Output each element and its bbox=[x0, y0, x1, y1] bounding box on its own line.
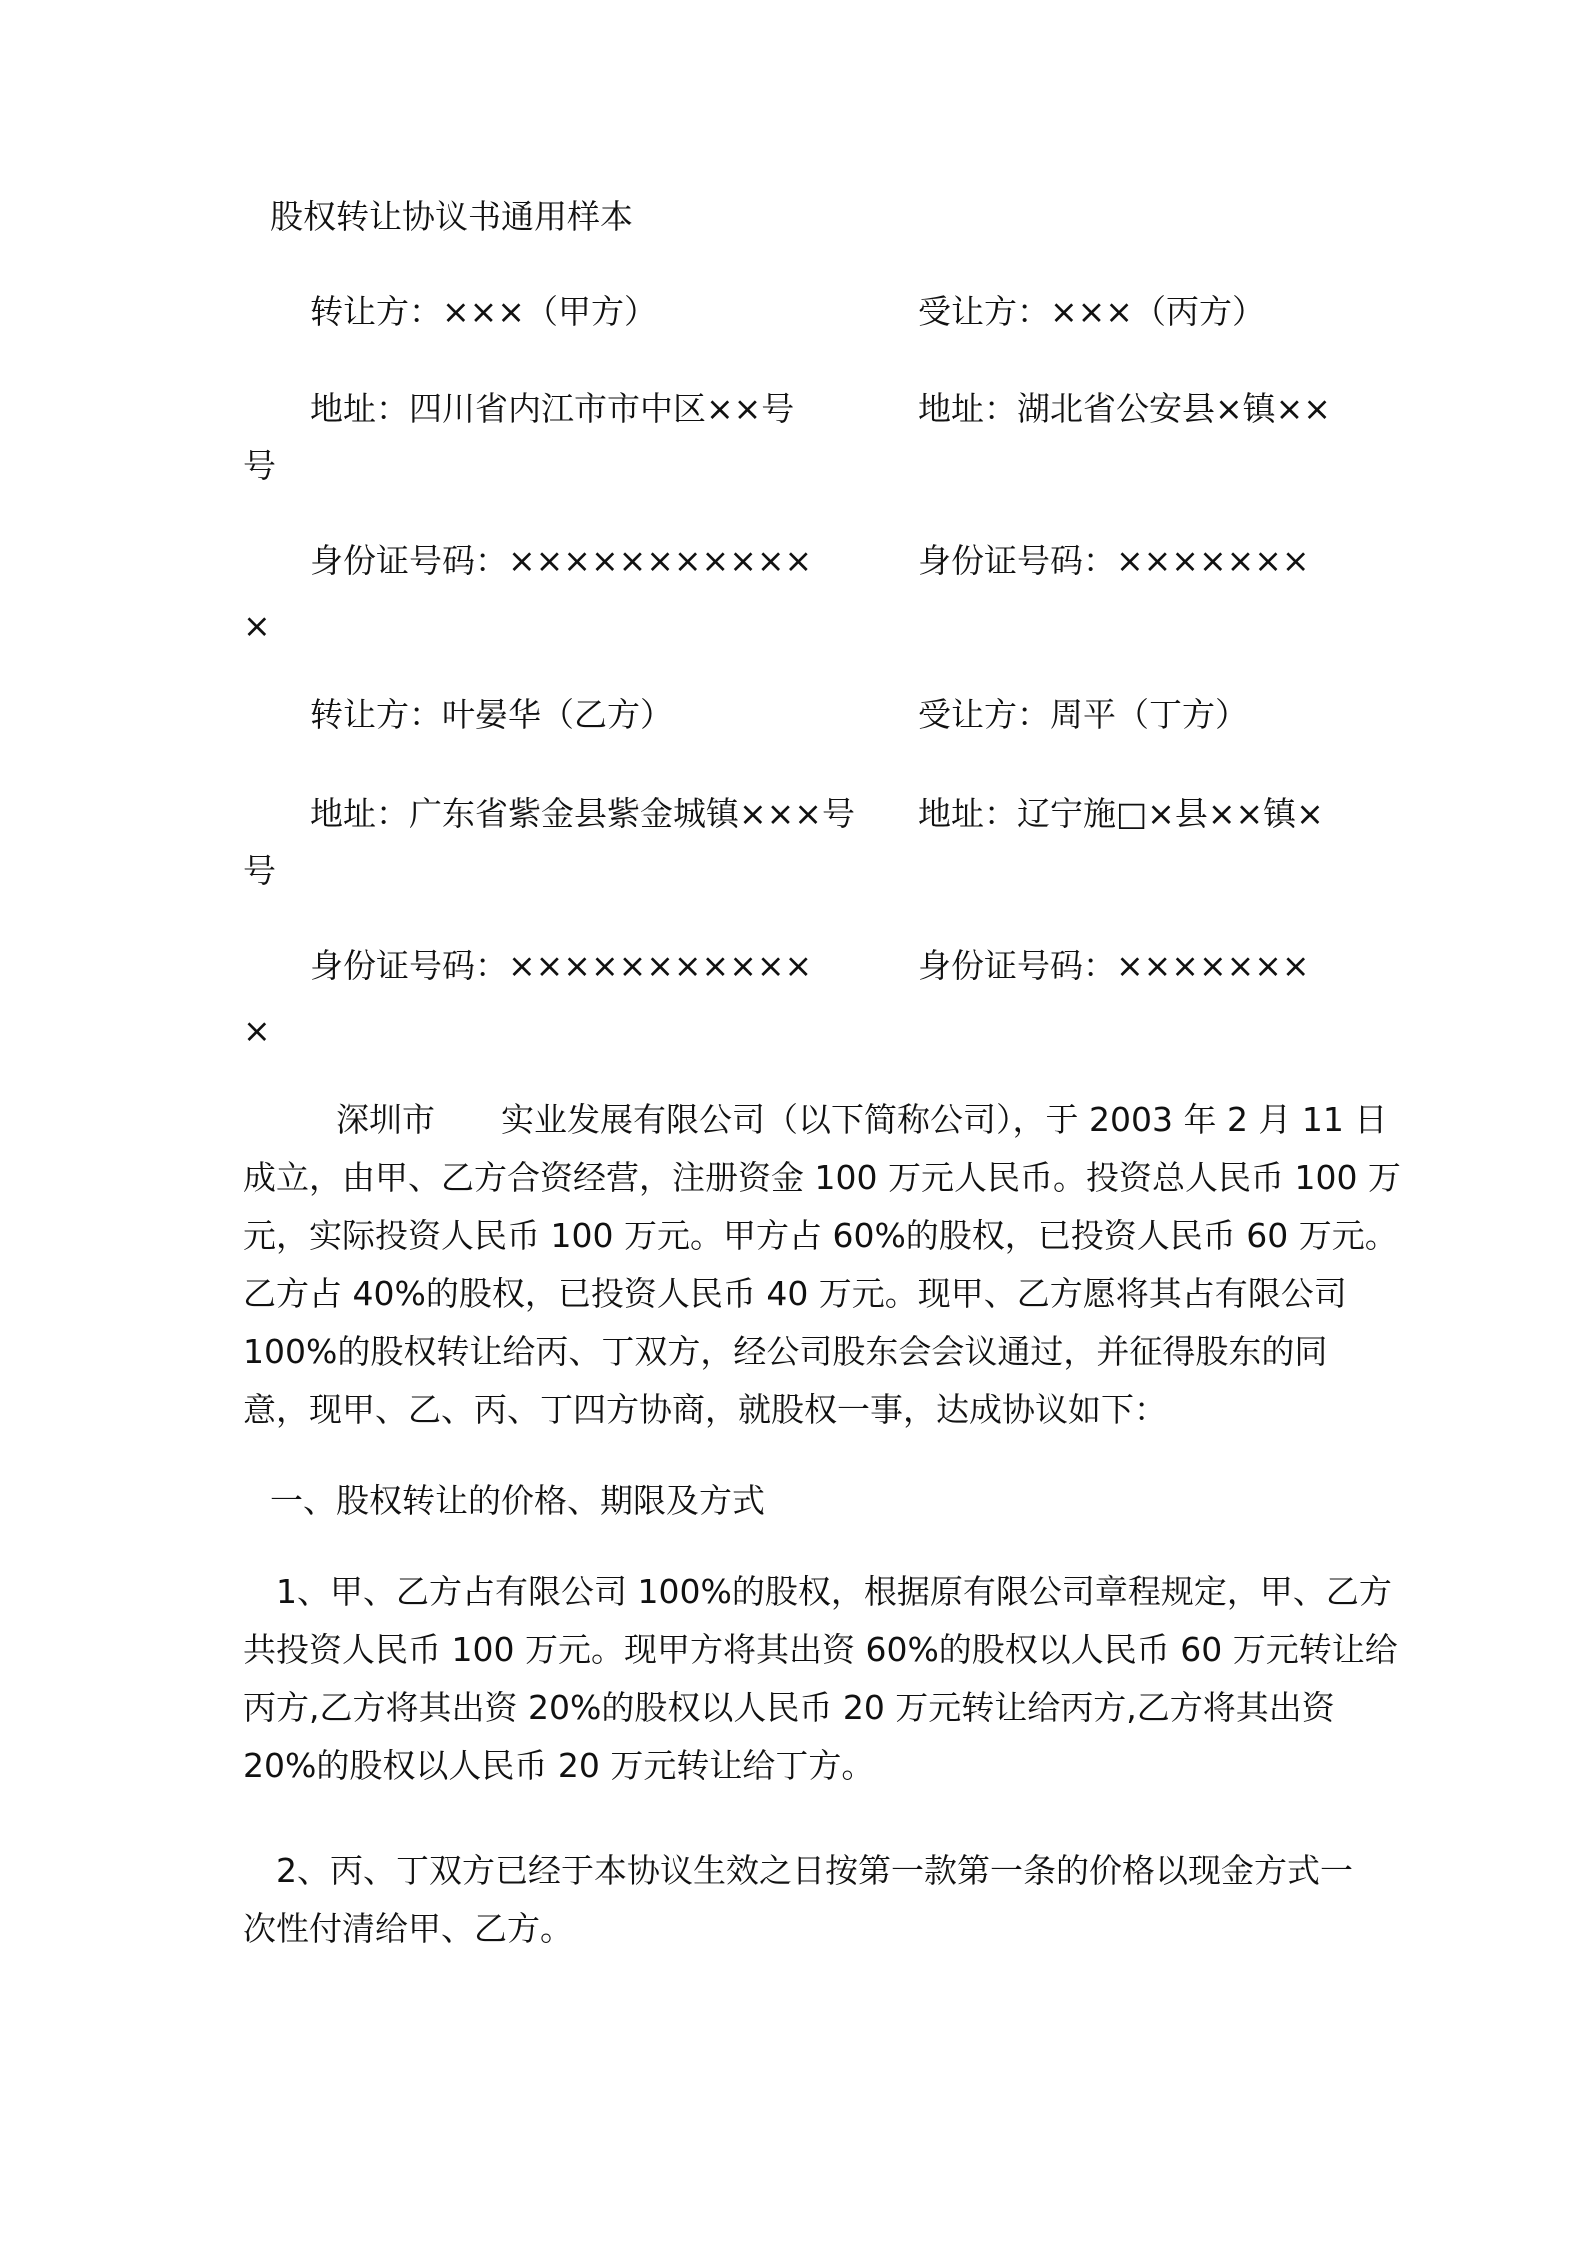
transferor-a-label: 转让方：×××（甲方） bbox=[310, 292, 657, 331]
clause-line: 共投资人民币 100 万元。现甲方将其出资 60%的股权以人民币 60 万元转让给 bbox=[243, 1630, 1398, 1669]
transferor-b-label: 转让方：叶晏华（乙方） bbox=[310, 695, 673, 734]
transferor-a-id: 身份证号码：××××××××××× bbox=[310, 541, 813, 580]
clause-line: 1、甲、乙方占有限公司 100%的股权，根据原有限公司章程规定，甲、乙方 bbox=[276, 1572, 1392, 1611]
intro-line bbox=[243, 1091, 1388, 1149]
transferor-b-id: 身份证号码：××××××××××× bbox=[310, 946, 813, 985]
address-wrap-tail-2: 号 bbox=[243, 851, 276, 890]
transferee-c-address: 地址：湖北省公安县×镇×× bbox=[918, 389, 1331, 428]
id-wrap-tail: × bbox=[243, 606, 271, 645]
intro-line: 100%的股权转让给丙、丁双方，经公司股东会会议通过，并征得股东的同 bbox=[243, 1332, 1328, 1371]
clause-line: 丙方,乙方将其出资 20%的股权以人民币 20 万元转让给丙方,乙方将其出资 bbox=[243, 1688, 1335, 1727]
clause-line: 2、丙、丁双方已经于本协议生效之日按第一款第一条的价格以现金方式一 bbox=[276, 1851, 1353, 1890]
transferor-a-address: 地址：四川省内江市市中区××号 bbox=[310, 389, 795, 428]
clause-1 bbox=[243, 1563, 1398, 1795]
transferee-c-label: 受让方：×××（丙方） bbox=[918, 292, 1265, 331]
section-heading: 一、股权转让的价格、期限及方式 bbox=[270, 1481, 765, 1520]
clause-2 bbox=[243, 1842, 1353, 1958]
transferee-c-id: 身份证号码：××××××× bbox=[918, 541, 1310, 580]
intro-line: 乙方占 40%的股权，已投资人民币 40 万元。现甲、乙方愿将其占有限公司 bbox=[243, 1274, 1347, 1313]
intro-city: 深圳市 bbox=[336, 1100, 435, 1139]
intro-line: 意，现甲、乙、丙、丁四方协商，就股权一事，达成协议如下： bbox=[243, 1390, 1167, 1429]
transferor-b-address: 地址：广东省紫金县紫金城镇×××号 bbox=[310, 794, 855, 833]
intro-line: 元，实际投资人民币 100 万元。甲方占 60%的股权，已投资人民币 60 万元。 bbox=[243, 1216, 1398, 1255]
document-title: 股权转让协议书通用样本 bbox=[270, 197, 633, 236]
clause-line: 20%的股权以人民币 20 万元转让给丁方。 bbox=[243, 1746, 875, 1785]
transferee-d-id: 身份证号码：××××××× bbox=[918, 946, 1310, 985]
intro-paragraph bbox=[243, 1091, 1401, 1439]
intro-company: 实业发展有限公司（以下简称公司），于 2003 年 2 月 11 日 bbox=[501, 1100, 1388, 1139]
transferee-d-address: 地址：辽宁施□×县××镇× bbox=[918, 794, 1324, 833]
address-wrap-tail: 号 bbox=[243, 446, 276, 485]
transferee-d-label: 受让方：周平（丁方） bbox=[918, 695, 1248, 734]
clause-line: 次性付清给甲、乙方。 bbox=[243, 1909, 573, 1948]
intro-line: 成立，由甲、乙方合资经营，注册资金 100 万元人民币。投资总人民币 100 万 bbox=[243, 1158, 1401, 1197]
id-wrap-tail-2: × bbox=[243, 1011, 271, 1050]
